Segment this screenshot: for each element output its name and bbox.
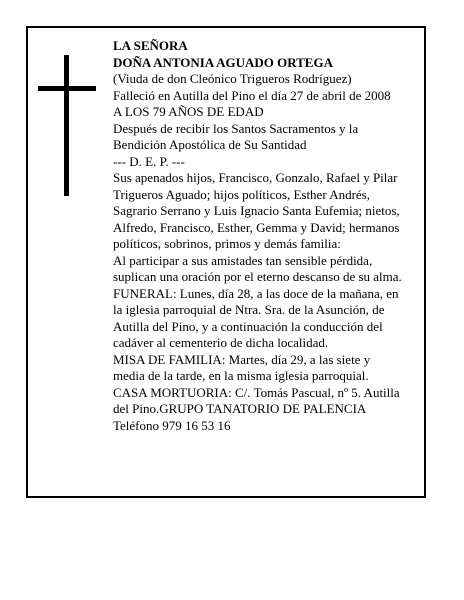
deceased-name: DOÑA ANTONIA AGUADO ORTEGA (113, 54, 333, 70)
family-line: Sagrario Serrano y Luis Ignacio Santa Eufemia; nietos, (113, 203, 400, 218)
family-mass-line: MISA DE FAMILIA: Martes, día 29, a las siete y (113, 351, 371, 367)
family-line: Sus apenados hijos, Francisco, Gonzalo, Rafael y Pilar (113, 170, 398, 185)
cross-icon (64, 55, 69, 196)
cross-icon-bar (38, 86, 96, 91)
phone-line: Teléfono 979 16 53 16 (113, 417, 231, 433)
rip-line: --- D. E. P. --- (113, 153, 185, 169)
funeral-line: la iglesia parroquial de Ntra. Sra. de la Asunción, de (113, 302, 385, 317)
family-line: políticos, sobrinos, primos y demás familia: (113, 236, 341, 251)
mortuary-line: CASA MORTUORIA: C/. Tomás Pascual, nº 5. Autilla (113, 384, 400, 400)
obituary-text (113, 38, 421, 434)
sacraments-paragraph (113, 121, 421, 154)
funeral-paragraph (113, 286, 421, 352)
sacraments-line: Después de recibir los Santos Sacramentos y la (113, 120, 359, 136)
funeral-line: FUNERAL: Lunes, día 28, a las doce de la mañana, en (113, 285, 399, 301)
mortuary-line: del Pino.GRUPO TANATORIO DE PALENCIA (113, 401, 367, 416)
prayer-line: Al participar a sus amistades tan sensible pérdida, (113, 252, 373, 268)
funeral-line: cadáver al cementerio de dicha localidad. (113, 335, 329, 350)
sacraments-line: Bendición Apostólica de Su Santidad (113, 137, 307, 152)
family-mass-paragraph (113, 352, 421, 385)
age-line: A LOS 79 AÑOS DE EDAD (113, 104, 264, 119)
funeral-line: Autilla del Pino, y a continuación la conducción del (113, 318, 383, 334)
prayer-paragraph (113, 253, 421, 286)
prayer-line: suplican una oración por el eterno descanso de su alma. (113, 269, 402, 284)
widow-line: (Viuda de don Cleónico Trigueros Rodríguez) (113, 71, 352, 86)
family-line: Trigueros Aguado; hijos políticos, Esther Andrés, (113, 186, 370, 202)
family-mass-line: media de la tarde, en la misma iglesia parroquial. (113, 368, 369, 383)
family-paragraph (113, 170, 421, 253)
death-line: Falleció en Autilla del Pino el día 27 de abril de 2008 (113, 87, 391, 103)
mortuary-paragraph (113, 385, 421, 418)
title-line: LA SEÑORA (113, 38, 188, 53)
family-line: Alfredo, Francisco, Esther, Gemma y David; hermanos (113, 219, 400, 235)
